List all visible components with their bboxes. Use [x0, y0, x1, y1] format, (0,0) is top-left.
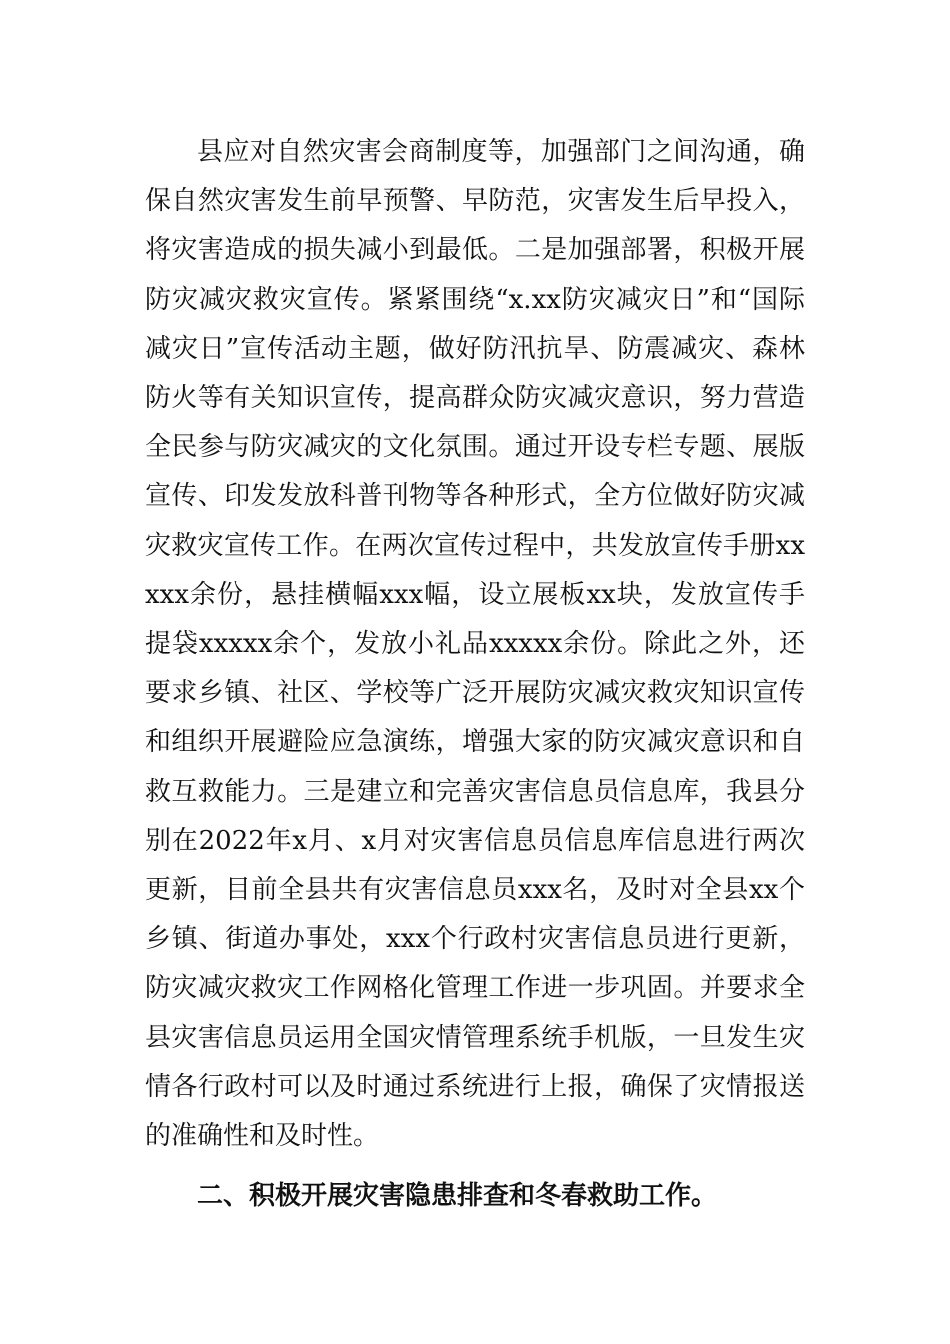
section-heading: 二、积极开展灾害隐患排查和冬春救助工作。 — [197, 1181, 718, 1211]
body-paragraph: 县应对自然灾害会商制度等，加强部门之间沟通，确保自然灾害发生前早预警、早防范，灾害发生后早投入，将灾害造成的损失减小到最低。二是加强部署，积极开展防灾减灾救灾宣传。紧紧围绕“x.xx防灾减灾日”和“国际减灾日”宣传活动主题，做好防汛抗旱、防震减灾、森林防火等有关知识宣传，提高群众防灾减灾意识，努力营造全民参与防灾减灾的文化氛围。通过开设专栏专题、展版宣传、印发发放科普刊物等各种形式，全方位做好防灾减灾救灾宣传工作。在两次宣传过程中，共发放宣传手册xxxxx余份，悬挂横幅xxx幅，设立展板xx块，发放宣传手提袋xxxxx余个，发放小礼品xxxxx余份。除此之外，还要求乡镇、社区、学校等广泛开展防灾减灾救灾知识宣传和组织开展避险应急演练，增强大家的防灾减灾意识和自救互救能力。三是建立和完善灾害信息员信息库，我县分别在2022年x月、x月对灾害信息员信息库信息进行两次更新，目前全县共有灾害信息员xxx名，及时对全县xx个乡镇、街道办事处，xxx个行政村灾害信息员进行更新，防灾减灾救灾工作网格化管理工作进一步巩固。并要求全县灾害信息员运用全国灾情管理系统手机版，一旦发生灾情各行政村可以及时通过系统进行上报，确保了灾情报送的准确性和及时性。 — [145, 137, 805, 1152]
